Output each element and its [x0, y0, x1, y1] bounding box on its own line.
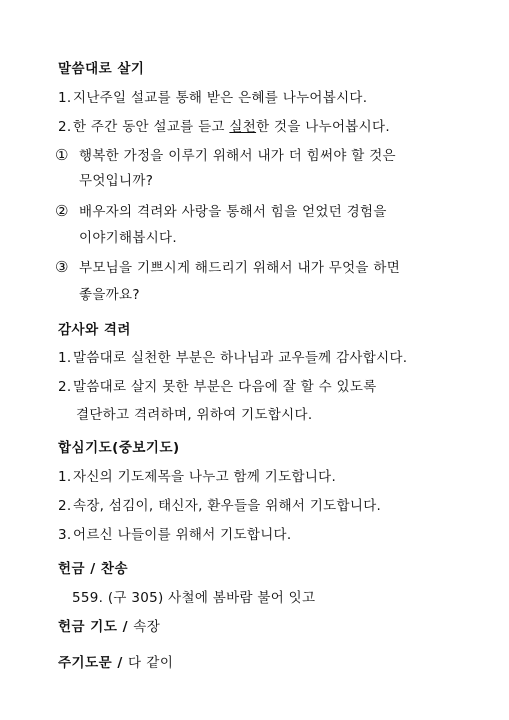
- list-item: 1. 지난주일 설교를 통해 받은 은혜를 나누어봅시다.: [58, 90, 368, 106]
- list-item: 2. 한 주간 동안 설교를 듣고 실천한 것을 나누어봅시다.: [58, 119, 390, 135]
- question-item-continuation: 좋을까요?: [79, 287, 140, 303]
- hymn-line: 559. (구 305) 사철에 봄바람 불어 잇고: [72, 590, 316, 606]
- lords-prayer-line: [58, 651, 173, 671]
- offering-prayer-line: [58, 615, 160, 635]
- section-title-offering: 헌금 / 찬송: [58, 561, 128, 577]
- question-item: ② 배우자의 격려와 사랑을 통해서 힘을 얻었던 경험을: [55, 202, 387, 220]
- list-item: 1. 자신의 기도제목을 나누고 함께 기도합니다.: [58, 469, 337, 485]
- lords-prayer-who: 다 같이: [128, 655, 174, 671]
- question-item: ③ 부모님을 기쁘시게 해드리기 위해서 내가 무엇을 하면: [55, 258, 401, 276]
- underlined-word: 실천: [229, 119, 257, 135]
- list-item: 2. 속장, 섬김이, 태신자, 환우들을 위해서 기도합니다.: [58, 498, 382, 514]
- question-item-continuation: 무엇입니까?: [79, 173, 154, 189]
- list-item: 1. 말씀대로 실천한 부분은 하나님과 교우들께 감사합시다.: [58, 350, 408, 366]
- list-item-continuation: 결단하고 격려하며, 위하여 기도합시다.: [76, 407, 313, 423]
- section-title-prayer: 합심기도(중보기도): [58, 440, 180, 456]
- section-title-lords-prayer: 주기도문 /: [58, 655, 123, 671]
- list-item: 3. 어르신 나들이를 위해서 기도합니다.: [58, 527, 292, 543]
- question-item-continuation: 이야기해봅시다.: [79, 230, 177, 246]
- list-item: 2. 말씀대로 살지 못한 부분은 다음에 잘 할 수 있도록: [58, 379, 377, 395]
- section-title-thanks: 감사와 격려: [58, 322, 131, 338]
- offering-prayer-leader: 속장: [133, 619, 161, 635]
- section-title-living-word: 말씀대로 살기: [58, 61, 145, 77]
- section-title-offering-prayer: 헌금 기도 /: [58, 619, 128, 635]
- question-item: ① 행복한 가정을 이루기 위해서 내가 더 힘써야 할 것은: [55, 146, 396, 164]
